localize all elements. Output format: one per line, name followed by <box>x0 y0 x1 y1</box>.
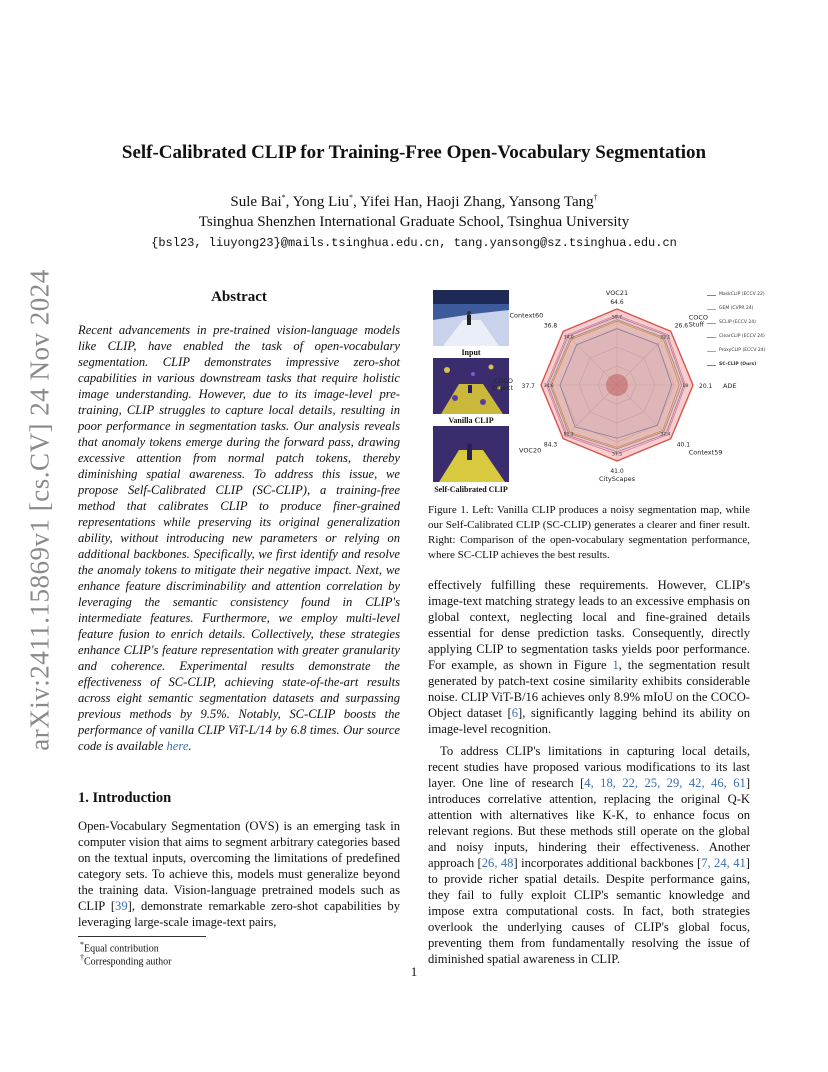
panel-label-input: Input <box>461 348 481 357</box>
legend-swatch <box>707 323 716 324</box>
radar-inner-label: 34.0 <box>563 335 574 341</box>
figure-caption: Figure 1. Left: Vanilla CLIP produces a noisy segmentation map, while our Self-Calibrated CLIP (SC-CLIP) generates a clearer and finer result. Right: Comparison of the open-vocabulary segmentation performance, where SC-CLIP achieves the best results. <box>428 504 750 561</box>
abstract-body <box>78 322 400 754</box>
body-paragraph <box>428 577 750 737</box>
legend-label: SC-CLIP (Ours) <box>719 362 757 367</box>
body-text: ], significantly lagging behind its ability on image-level recognition. <box>428 706 750 736</box>
abstract-text: Recent advancements in pre-trained vision-language models like CLIP, have enabled the task of open-vocabulary segmentation. CLIP demonstrates impressive zero-shot capabilities in various downstream tasks that require holistic image understanding. However, due to its image-level pre-training, CLIP struggles to capture local details, resulting in poor performance in segmentation tasks. Our analysis reveals that anomaly tokens emerge during the forward pass, drawing excessive attention from normal patch tokens, thereby diminishing spatial awareness. To address this issue, we propose Self-Calibrated CLIP (SC-CLIP), a training-free method that calibrates CLIP to produce finer-grained representations while preserving its original generalization ability, without introducing new parameters or relying on additional backbones. Specifically, we first identify and resolve the anomaly tokens to mitigate their negative impact. Next, we enhance feature discriminability and attention correlation by leveraging the semantic consistency found in CLIP's intermediate features. Furthermore, we employ multi-level feature fusion to enrich details. Collectively, these strategies enhance CLIP's feature representation with greater granularity and coherence. Experimental results demonstrate the effectiveness of SC-CLIP, achieving state-of-the-art results across eight semantic segmentation datasets and surpassing previous methods by 9.5%. Notably, SC-CLIP boosts the performance of vanilla CLIP ViT-L/14 by 6.8 times. Our source code is available <box>78 323 400 753</box>
author-list: Sule Bai*, Yong Liu*, Yifei Han, Haoji Zhang, Yansong Tang† <box>230 193 598 210</box>
citation-link[interactable]: 39 <box>115 899 128 913</box>
chart-legend <box>707 292 767 376</box>
body-text: ] incorporates additional backbones [ <box>513 856 702 870</box>
radar-axis-label: Context59 <box>688 448 723 457</box>
section-heading-introduction: 1. Introduction <box>78 790 172 806</box>
abstract-heading: Abstract <box>211 289 267 305</box>
radar-value-label: 64.6 <box>610 299 624 306</box>
legend-label: GEM (CVPR 24) <box>719 306 754 311</box>
paper-title: Self-Calibrated CLIP for Training-Free Open-Vocabulary Segmentation <box>121 142 707 163</box>
author: Yifei Han <box>359 194 419 210</box>
intro-text: ], demonstrate remarkable zero-shot capabilities by leveraging large-scale image-text pairs, <box>78 899 400 929</box>
legend-label: SCLIP (ECCV 24) <box>719 320 756 325</box>
panel-label-vanilla: Vanilla CLIP <box>448 416 494 425</box>
intro-paragraph <box>78 818 400 930</box>
legend-entry <box>707 348 767 362</box>
radar-inner-label: 18 <box>682 384 689 389</box>
footnote-mark: * <box>80 940 84 949</box>
citation-link[interactable]: 26, 48 <box>481 856 514 870</box>
radar-center <box>606 374 628 396</box>
author-mark: † <box>593 193 598 202</box>
legend-entry <box>707 362 767 376</box>
radar-axis-label: ADE <box>723 382 737 390</box>
radar-inner-label: 59.7 <box>611 315 623 321</box>
page-number: 1 <box>410 964 418 979</box>
body-text: To address CLIP's limitations in capturing local details, recent studies have proposed various modifications to its last layer. One line of research [ <box>428 744 750 790</box>
radar-inner-label: 37.5 <box>611 452 623 458</box>
body-text: ] introduces correlative attention, replacing the original Q-K attention with alternatives like K-K, to enhance focus on relevant regions. But these methods still operate on the global and noisy inputs, hindering their effectiveness. Another approach [ <box>428 776 751 870</box>
affiliation: Tsinghua Shenzhen International Graduate School, Tsinghua University <box>198 214 630 230</box>
footnote-mark: † <box>80 953 84 962</box>
legend-entry <box>707 320 767 334</box>
body-text: , the segmentation result generated by patch-text cosine similarity exhibits considerable noise. CLIP ViT-B/16 achieves only 8.9% mIoU on the COCO-Object dataset [ <box>428 658 751 720</box>
radar-value-label: 26.6 <box>674 322 689 330</box>
radar-axis-label: COCO Stuff <box>688 313 709 329</box>
body-text: effectively fulfilling these requirements. However, CLIP's image-text matching strategy leads to an excessive emphasis on global context, neglecting local and fine-grained details essential for dense prediction tasks. Consequently, directly applying CLIP to segmentation tasks yields poor performance. For example, as shown in Figure <box>428 578 750 672</box>
legend-entry <box>707 292 767 306</box>
radar-axis-label: CityScapes <box>599 475 635 483</box>
figure-ref-link[interactable]: 1 <box>612 658 619 672</box>
sc-clip-image <box>433 426 509 482</box>
radar-axis-label: VOC21 <box>605 289 629 297</box>
legend-entry <box>707 334 767 348</box>
intro-text: Open-Vocabulary Segmentation (OVS) is an emerging task in computer vision that aims to segment arbitrary categories based on the textual inputs, overcoming the limitations of predefined category sets. To achieve this, models must generalize beyond the training data. Vision-language pretrained models such as CLIP [ <box>78 819 400 913</box>
radar-axis-label: Context60 <box>509 311 544 320</box>
author: Yansong Tang <box>508 194 594 210</box>
source-code-link[interactable]: here <box>166 739 189 753</box>
author-mark: * <box>281 193 286 202</box>
legend-swatch <box>707 365 716 366</box>
citation-link[interactable]: 7, 24, 41 <box>701 856 746 870</box>
legend-swatch <box>707 309 716 310</box>
legend-entry <box>707 306 767 320</box>
radar-axis-label: VOC20 <box>518 446 542 455</box>
author-emails: {bsl23, liuyong23}@mails.tsinghua.edu.cn, tang.yansong@sz.tsinghua.edu.cn <box>151 236 677 250</box>
body-text: ] to provide richer spatial details. Despite performance gains, they fail to fully exploit CLIP's semantic knowledge and impose extra computational costs. In fact, both strategies overlook the underlying causes of CLIP's global focus, preventing them from fundamentally resolving the issue of diminished spatial awareness in CLIP. <box>428 856 750 966</box>
radar-inner-label: 81.3 <box>563 432 574 438</box>
radar-chart <box>491 285 740 495</box>
radar-value-label: 37.7 <box>521 383 535 390</box>
arxiv-stamp: arXiv:2411.15869v1 [cs.CV] 24 Nov 2024 <box>24 269 55 751</box>
legend-swatch <box>707 351 716 352</box>
footnote-rule <box>78 936 206 937</box>
radar-value-label: 20.1 <box>699 383 713 390</box>
footnote-text: Equal contribution <box>84 943 159 955</box>
radar-inner-label: 37.4 <box>660 432 671 438</box>
citation-link[interactable]: 4, 18, 22, 25, 29, 42, 46, 61 <box>584 776 746 790</box>
citation-link[interactable]: 6 <box>511 706 519 720</box>
author: Yong Liu <box>292 194 349 210</box>
legend-swatch <box>707 295 716 296</box>
radar-inner-label: 34.6 <box>543 384 554 389</box>
legend-label: MaskCLIP (ECCV 22) <box>719 292 765 297</box>
radar-value-label: 84.3 <box>543 441 558 449</box>
author: Sule Bai <box>230 194 282 210</box>
body-paragraph <box>428 743 750 967</box>
author: Haoji Zhang <box>426 194 502 210</box>
abstract-end: . <box>188 739 192 753</box>
input-image <box>433 290 509 346</box>
radar-value-label: 40.1 <box>676 441 691 449</box>
radar-axis-label: COCO Object <box>491 377 513 392</box>
radar-value-label: 36.8 <box>543 322 558 330</box>
legend-label: ClearCLIP (ECCV 24) <box>719 334 765 339</box>
legend-swatch <box>707 337 716 338</box>
author-mark: * <box>349 193 353 202</box>
radar-value-label: 41.0 <box>610 468 624 475</box>
footnote-text: Corresponding author <box>84 956 172 968</box>
panel-label-sc-clip: Self-Calibrated CLIP <box>434 485 508 494</box>
radar-inner-label: 25.1 <box>660 335 671 341</box>
legend-label: ProxyCLIP (ECCV 24) <box>719 348 766 353</box>
